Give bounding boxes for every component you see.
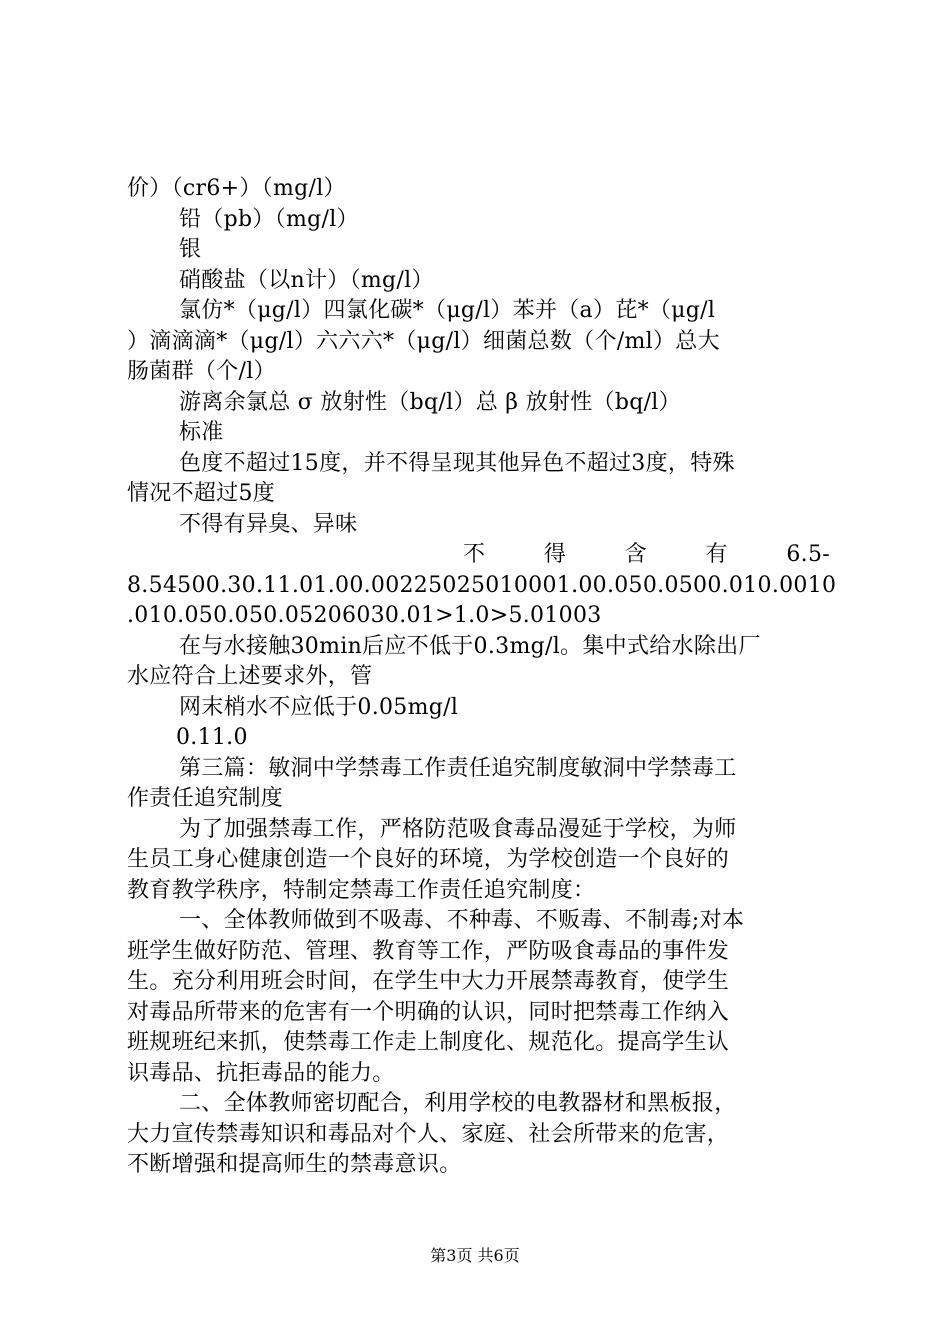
text-line: 大力宣传禁毒知识和毒品对个人、家庭、社会所带来的危害， <box>127 1121 730 1147</box>
text-line: 氯仿*（μg/l）四氯化碳*（μg/l）苯并（a）芘*（μg/l <box>179 298 716 323</box>
text-line: 班学生做好防范、管理、教育等工作，严防吸食毒品的事件发 <box>127 938 730 964</box>
text-line: 硝酸盐（以n计）（mg/l） <box>179 267 434 293</box>
text-line: 8.54500.30.11.01.00.00225025010001.00.050.0500.010.0010 <box>127 572 837 598</box>
text-line: 一、全体教师做到不吸毒、不种毒、不贩毒、不制毒;对本 <box>179 908 745 933</box>
page-number: 第3页 共6页 <box>430 1246 520 1265</box>
text-line: 班规班纪来抓，使禁毒工作走上制度化、规范化。提高学生认 <box>127 1030 730 1055</box>
section-heading: 作责任追究制度 <box>127 786 284 811</box>
text-line: .010.050.050.05206030.01>1.0>5.01003 <box>127 603 602 628</box>
text-line: 银 <box>179 237 202 262</box>
section-heading: 第三篇：敏洞中学禁毒工作责任追究制度敏洞中学禁毒工 <box>179 755 737 781</box>
text-line: 游离余氯总 σ 放射性（bq/l）总 β 放射性（bq/l） <box>179 389 681 415</box>
text-line: 在与水接触30min后应不低于0.3mg/l。集中式给水除出厂 <box>179 633 761 659</box>
text-line: 0.11.0 <box>176 725 248 750</box>
text-line: 水应符合上述要求外，管 <box>127 664 373 689</box>
text-line: 网末梢水不应低于0.05mg/l <box>179 694 459 720</box>
text-line: 肠菌群（个/l） <box>127 359 276 384</box>
text-line: 不 得 含 有 6.5- <box>463 542 830 567</box>
text-line: ）滴滴滴*（μg/l）六六六*（μg/l）细菌总数（个/ml）总大 <box>127 328 720 354</box>
text-line: 不得有异臭、异味 <box>179 511 358 537</box>
text-line: 价）（cr6+）（mg/l） <box>127 176 346 201</box>
text-line: 识毒品、抗拒毒品的能力。 <box>127 1060 395 1086</box>
text-line-spread <box>127 540 830 571</box>
text-line: 生。充分利用班会时间，在学生中大力开展禁毒教育，使学生 <box>127 969 730 994</box>
text-line: 二、全体教师密切配合，利用学校的电教器材和黑板报， <box>179 1091 737 1116</box>
text-line: 对毒品所带来的危害有一个明确的认识，同时把禁毒工作纳入 <box>127 999 730 1025</box>
text-line: 生员工身心健康创造一个良好的环境，为学校创造一个良好的 <box>127 847 730 872</box>
text-line: 色度不超过15度，并不得呈现其他异色不超过3度，特殊 <box>179 450 735 476</box>
text-line: 为了加强禁毒工作，严格防范吸食毒品漫延于学校，为师 <box>179 816 737 842</box>
text-line: 标准 <box>179 420 224 445</box>
document-body <box>127 174 837 1181</box>
text-line: 情况不超过5度 <box>127 481 276 506</box>
text-line: 教育教学秩序，特制定禁毒工作责任追究制度： <box>127 877 596 903</box>
text-line: 不断增强和提高师生的禁毒意识。 <box>127 1152 462 1177</box>
page-footer <box>0 1243 950 1266</box>
text-line: 铅（pb）（mg/l） <box>179 206 359 232</box>
